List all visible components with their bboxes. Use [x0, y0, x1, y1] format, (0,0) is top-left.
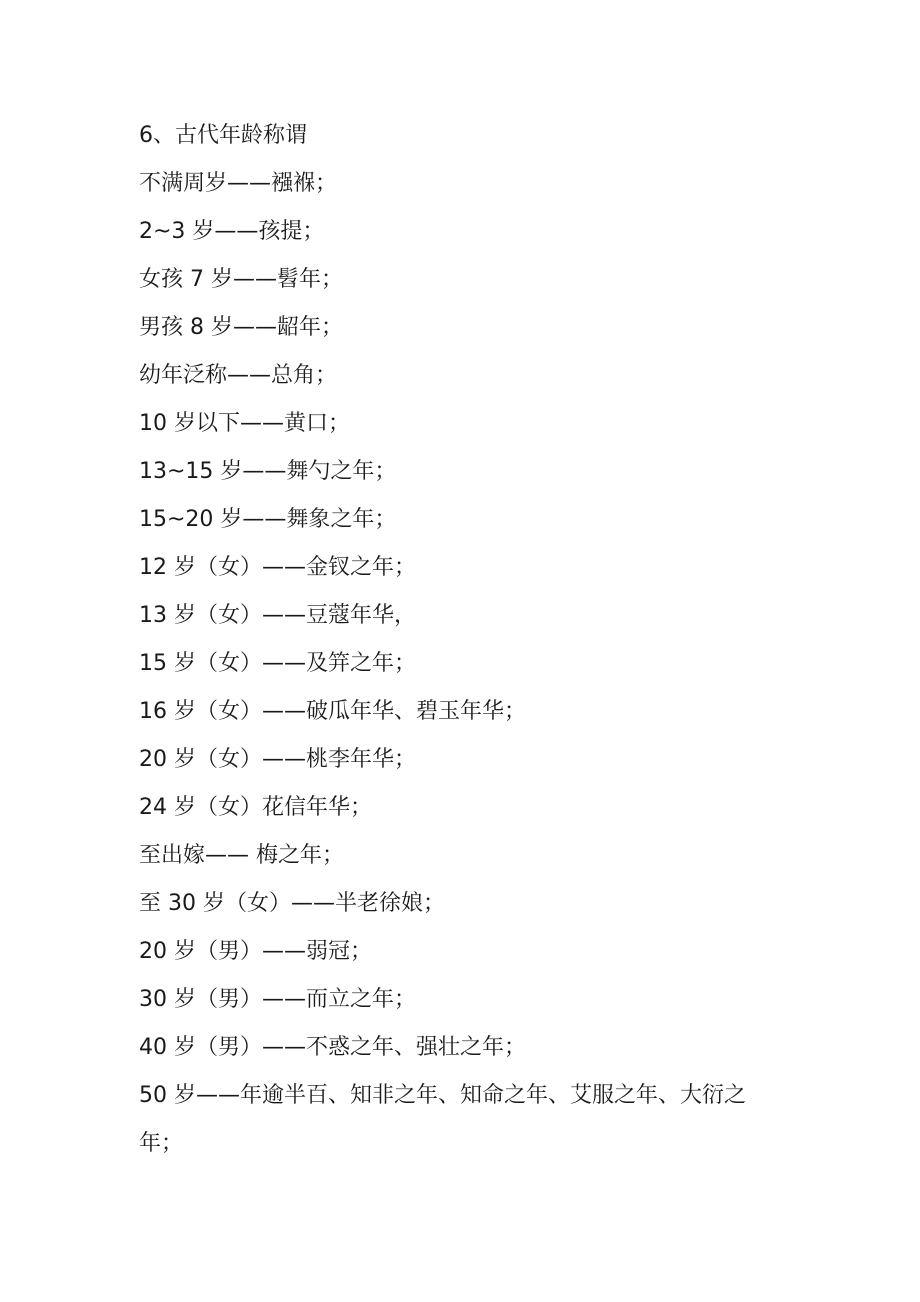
age-term-list [139, 160, 779, 1168]
age-term-line: 15~20 岁——舞象之年； [139, 507, 397, 532]
age-term-line: 50 岁——年逾半百、知非之年、知命之年、艾服之年、大衍之年； [139, 1083, 746, 1156]
age-term-line: 40 岁（男）——不惑之年、强壮之年； [139, 1035, 526, 1060]
age-term-line: 13~15 岁——舞勺之年； [139, 459, 397, 484]
age-term-line: 2~3 岁——孩提； [139, 219, 325, 244]
section-heading: 6、古代年龄称谓 [139, 123, 307, 148]
age-term-line: 13 岁（女）——豆蔻年华， [139, 603, 416, 628]
age-term-line: 至出嫁—— 梅之年； [139, 843, 344, 868]
document-body [139, 112, 779, 1168]
age-term-line: 24 岁（女）花信年华； [139, 795, 372, 820]
age-term-line: 20 岁（男）——弱冠； [139, 939, 372, 964]
age-term-line: 15 岁（女）——及笄之年； [139, 651, 416, 676]
age-term-line: 10 岁以下——黄口； [139, 411, 350, 436]
age-term-line: 不满周岁——襁褓； [139, 171, 338, 196]
age-term-line: 30 岁（男）——而立之年； [139, 987, 416, 1012]
age-term-line: 20 岁（女）——桃李年华； [139, 747, 416, 772]
age-term-line: 幼年泛称——总角； [139, 363, 338, 388]
age-term-line: 至 30 岁（女）——半老徐娘； [139, 891, 445, 916]
age-term-line: 16 岁（女）——破瓜年华、碧玉年华； [139, 699, 526, 724]
age-term-line: 女孩 7 岁——髫年； [139, 267, 343, 292]
age-term-line: 男孩 8 岁——龆年； [139, 315, 343, 340]
age-term-line: 12 岁（女）——金钗之年； [139, 555, 416, 580]
